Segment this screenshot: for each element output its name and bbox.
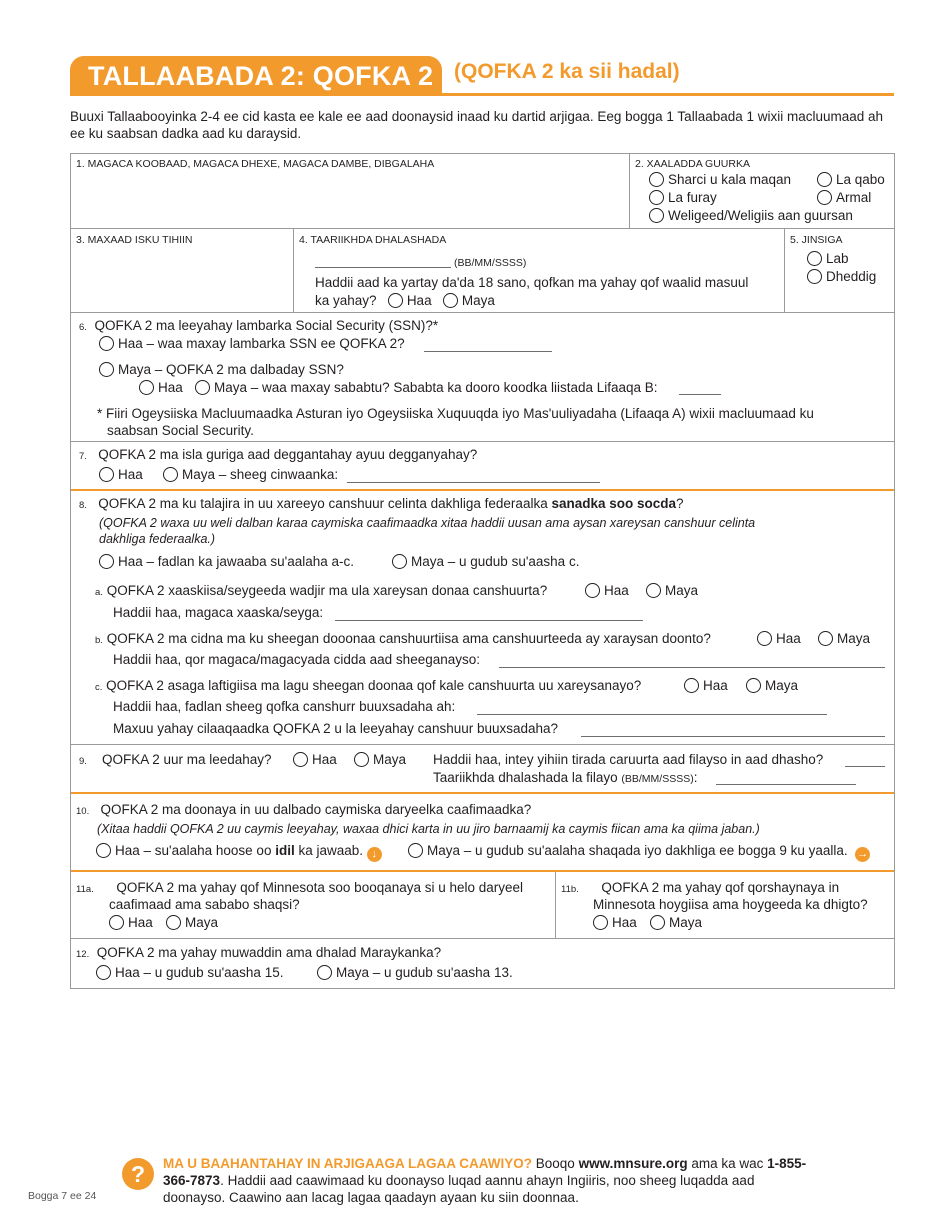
- question-11-minnesota: [71, 872, 894, 939]
- radio-icon[interactable]: [99, 336, 114, 351]
- radio-icon[interactable]: [96, 843, 111, 858]
- q8-question: 8. QOFKA 2 ma ku talajira in uu xareeyo canshuur celinta dakhliga federaalka sanadka soo socda?: [79, 496, 684, 511]
- radio-icon[interactable]: [96, 965, 111, 980]
- dob-label: 4. TAARIIKHDA DHALASHADA: [299, 234, 447, 246]
- q12-question: 12. QOFKA 2 ma yahay muwaddin ama dhalad Maraykanka?: [76, 945, 442, 960]
- q9-follow1: Haddii haa, intey yihiin tirada caruurta aad filayso in aad dhasho?: [433, 752, 824, 767]
- help-question-icon: ?: [122, 1158, 154, 1190]
- q8-yes-option[interactable]: Haa – fadlan ka jawaaba su'aalaha a-c.: [99, 554, 354, 569]
- gender-option-female[interactable]: Dheddig: [807, 269, 876, 284]
- q11a-yes-option[interactable]: Haa: [109, 915, 153, 930]
- q8a-follow: Haddii haa, magaca xaaska/seyga:: [113, 605, 324, 620]
- radio-icon[interactable]: [807, 251, 822, 266]
- q10-no-option[interactable]: Maya – u gudub su'aalaha shaqada iyo dakhliga ee bogga 9 ku yaalla. →: [408, 843, 870, 862]
- divider: [293, 229, 294, 312]
- reason-code-input-line[interactable]: [679, 394, 721, 395]
- radio-icon[interactable]: [99, 467, 114, 482]
- address-input-line[interactable]: [347, 482, 600, 483]
- radio-icon[interactable]: [109, 915, 124, 930]
- header-rule: [70, 93, 894, 96]
- row-relationship-dob-gender: [71, 229, 894, 313]
- q11b-no-option[interactable]: Maya: [650, 915, 702, 930]
- question-12-citizen: [71, 939, 894, 989]
- dob-input-line[interactable]: [315, 267, 451, 268]
- q8a-yes-option[interactable]: Haa: [585, 583, 629, 598]
- q6-note-line1: * Fiiri Ogeysiiska Macluumaadka Asturan iyo Ogeysiiska Xuquuqda iyo Mas'uuliyadaha (Lifaaqa A) wixii macluumaad ku: [97, 406, 814, 421]
- tax-filer-input-line[interactable]: [477, 714, 827, 715]
- q10-question: 10. QOFKA 2 ma doonaya in uu dalbado caymiska daryeelka caafimaadka?: [76, 802, 532, 817]
- radio-icon[interactable]: [649, 208, 664, 223]
- q6-note-line2: saabsan Social Security.: [107, 423, 254, 438]
- parent-yes-option[interactable]: Haa: [388, 293, 432, 308]
- radio-icon[interactable]: [293, 752, 308, 767]
- q8c-follow2: Maxuu yahay cilaaqaadka QOFKA 2 u la leeyahay canshuur buuxsadaha?: [113, 721, 559, 736]
- due-date-input-line[interactable]: [716, 784, 856, 785]
- parent-question-row: ka yahay? Haa Maya: [315, 293, 495, 308]
- q8b-question: b. QOFKA 2 ma cidna ma ku sheegan dooonaa canshuurtiisa ama canshuurteeda ay xaraysan doonto?: [95, 631, 711, 646]
- person-2-form: [70, 153, 895, 989]
- q8a-no-option[interactable]: Maya: [646, 583, 698, 598]
- question-10-apply-coverage: [71, 794, 894, 872]
- dependents-names-input-line[interactable]: [499, 667, 885, 668]
- q8b-yes-option[interactable]: Haa: [757, 631, 801, 646]
- gender-option-male[interactable]: Lab: [807, 251, 849, 266]
- q10-yes-option[interactable]: Haa – su'aalaha hoose oo idil ka jawaab. ↓: [96, 843, 382, 862]
- dob-format-hint: (BB/MM/SSSS): [454, 257, 527, 269]
- radio-icon[interactable]: [650, 915, 665, 930]
- divider: [784, 229, 785, 312]
- radio-icon[interactable]: [807, 269, 822, 284]
- marital-option-never-married[interactable]: Weligeed/Weligiis aan guursan: [649, 208, 853, 223]
- q6-question: 6. QOFKA 2 ma leeyahay lambarka Social Security (SSN)?*: [79, 318, 439, 333]
- q8b-no-option[interactable]: Maya: [818, 631, 870, 646]
- radio-icon[interactable]: [163, 467, 178, 482]
- q7-yes-option[interactable]: Haa: [99, 467, 143, 482]
- website-link[interactable]: www.mnsure.org: [578, 1156, 688, 1171]
- marital-option-divorced[interactable]: La furay: [649, 190, 717, 205]
- q8a-question: a. QOFKA 2 xaaskiisa/seygeeda wadjir ma ula xareysan donaa canshuurta?: [95, 583, 548, 598]
- radio-icon[interactable]: [649, 190, 664, 205]
- q6-yes-option[interactable]: Haa – waa maxay lambarka SSN ee QOFKA 2?: [99, 336, 405, 351]
- intro-text: Buuxi Tallaabooyinka 2-4 ee cid kasta ee kale ee aad doonaysid inaad ku dartid arjigaa. Eeg bogga 1 Tallaabada 1 wixii macluumaad ah ee ku saabsan dadka aad ku daraysid.: [70, 109, 884, 141]
- radio-icon[interactable]: [99, 362, 114, 377]
- children-count-input-line[interactable]: [845, 766, 885, 767]
- parent-question-line1: Haddii aad ka yartay da'da 18 sano, qofkan ma yahay qof waalid masuul: [315, 275, 749, 290]
- q12-yes-option[interactable]: Haa – u gudub su'aasha 15.: [96, 965, 283, 980]
- right-arrow-icon: →: [857, 848, 869, 860]
- marital-status-label: 2. XAALADDA GUURKA: [635, 158, 750, 170]
- q11a-line2: caafimaad ama sababo shaqsi?: [109, 897, 300, 912]
- radio-icon[interactable]: [585, 583, 600, 598]
- row-name-marital: [71, 154, 894, 229]
- spouse-name-input-line[interactable]: [335, 620, 643, 621]
- q11a-no-option[interactable]: Maya: [166, 915, 218, 930]
- radio-icon[interactable]: [166, 915, 181, 930]
- q9-yes-option[interactable]: Haa: [293, 752, 337, 767]
- q8b-follow: Haddii haa, qor magaca/magacyada cidda aad sheeganayso:: [113, 652, 480, 667]
- radio-icon[interactable]: [684, 678, 699, 693]
- radio-icon[interactable]: [317, 965, 332, 980]
- q8c-follow1: Haddii haa, fadlan sheeg qofka canshurr buuxsadaha ah:: [113, 699, 456, 714]
- q11b-line1: 11b. QOFKA 2 ma yahay qof qorshaynaya in: [561, 880, 840, 895]
- q6-sub-yes-option[interactable]: Haa: [139, 380, 183, 395]
- radio-icon[interactable]: [817, 190, 832, 205]
- q11a-line1: 11a. QOFKA 2 ma yahay qof Minnesota soo booqanaya si u helo daryeel: [76, 880, 524, 895]
- radio-icon[interactable]: [443, 293, 458, 308]
- divider: [629, 154, 630, 228]
- radio-icon[interactable]: [408, 843, 423, 858]
- marital-option-married[interactable]: La qabo: [817, 172, 885, 187]
- radio-icon[interactable]: [139, 380, 154, 395]
- q9-no-option[interactable]: Maya: [354, 752, 406, 767]
- q11b-yes-option[interactable]: Haa: [593, 915, 637, 930]
- section-title: TALLAABADA 2: QOFKA 2: [88, 61, 434, 91]
- ssn-input-line[interactable]: [424, 351, 552, 352]
- q6-sub-no-option[interactable]: Maya – waa maxay sababtu? Sababta ka dooro koodka liistada Lifaaqa B:: [195, 380, 658, 395]
- relationship-label: 3. MAXAAD ISKU TIHIIN: [76, 234, 193, 246]
- radio-icon[interactable]: [593, 915, 608, 930]
- q8-note-line2: dakhliga federaalka.): [99, 532, 216, 546]
- q8-no-option[interactable]: Maya – u gudub su'aasha c.: [392, 554, 579, 569]
- q8c-question: c. QOFKA 2 asaga laftigiisa ma lagu sheegan doonaa qof kale canshuurta uu xareysanayo?: [95, 678, 642, 693]
- q12-no-option[interactable]: Maya – u gudub su'aasha 13.: [317, 965, 513, 980]
- radio-icon[interactable]: [354, 752, 369, 767]
- q8c-yes-option[interactable]: Haa: [684, 678, 728, 693]
- radio-icon[interactable]: [99, 554, 114, 569]
- q8c-no-option[interactable]: Maya: [746, 678, 798, 693]
- radio-icon[interactable]: [817, 172, 832, 187]
- section-subtitle: (QOFKA 2 ka sii hadal): [454, 60, 680, 83]
- down-arrow-icon: ↓: [367, 847, 382, 862]
- marital-option-widowed[interactable]: Armal: [817, 190, 871, 205]
- question-8-taxes: [71, 491, 894, 745]
- q11b-line2: Minnesota hoygiisa ama hoygeeda ka dhigto?: [593, 897, 868, 912]
- parent-no-option[interactable]: Maya: [443, 293, 495, 308]
- radio-icon[interactable]: [649, 172, 664, 187]
- marital-option-separated[interactable]: Sharci u kala maqan: [649, 172, 791, 187]
- radio-icon[interactable]: [818, 631, 833, 646]
- section-title-tab: [70, 56, 442, 96]
- q6-no-option[interactable]: Maya – QOFKA 2 ma dalbaday SSN?: [99, 362, 344, 377]
- name-field-label: 1. MAGACA KOOBAAD, MAGACA DHEXE, MAGACA DAMBE, DIBGALAHA: [76, 158, 435, 170]
- radio-icon[interactable]: [757, 631, 772, 646]
- gender-label: 5. JINSIGA: [790, 234, 843, 246]
- relationship-to-filer-input-line[interactable]: [581, 736, 885, 737]
- q7-question: 7. QOFKA 2 ma isla guriga aad deggantahay ayuu degganyahay?: [79, 447, 478, 462]
- question-7-address: [71, 442, 894, 491]
- question-6-ssn: [71, 313, 894, 442]
- q7-no-option[interactable]: Maya – sheeg cinwaanka:: [163, 467, 338, 482]
- radio-icon[interactable]: [195, 380, 210, 395]
- radio-icon[interactable]: [746, 678, 761, 693]
- help-text: MA U BAAHANTAHAY IN ARJIGAAGA LAGAA CAAWIYO? Booqo www.mnsure.org ama ka wac 1-855-366-7873. Haddii aad caawimaad ku doonayso luqad aannu ahayn Ingiiris, noo sheeg luqadda aad doonayso. Caawino aan lacag lagaa qaadayn ayaan ku siin doonnaa.: [163, 1156, 807, 1205]
- q9-question: 9. QOFKA 2 uur ma leedahay?: [79, 752, 272, 767]
- page-number: Bogga 7 ee 24: [28, 1190, 97, 1202]
- q8-note-line1: (QOFKA 2 waxa uu weli dalban karaa caymiska caafimaadka xitaa haddii uusan ama aysan xareysan canshuur celinta: [99, 516, 756, 530]
- q9-follow2: Taariikhda dhalashada la filayo (BB/MM/SSSS):: [433, 770, 698, 785]
- divider: [555, 872, 556, 938]
- radio-icon[interactable]: [392, 554, 407, 569]
- phone-number[interactable]: 1-855-366-7873: [163, 1156, 807, 1188]
- question-9-pregnancy: [71, 745, 894, 794]
- radio-icon[interactable]: [388, 293, 403, 308]
- radio-icon[interactable]: [646, 583, 661, 598]
- q10-note: (Xitaa haddii QOFKA 2 uu caymis leeyahay, waxaa dhici karta in uu jiro barnaamij ka caymis fiican ama ka qiima jaban.): [97, 822, 760, 836]
